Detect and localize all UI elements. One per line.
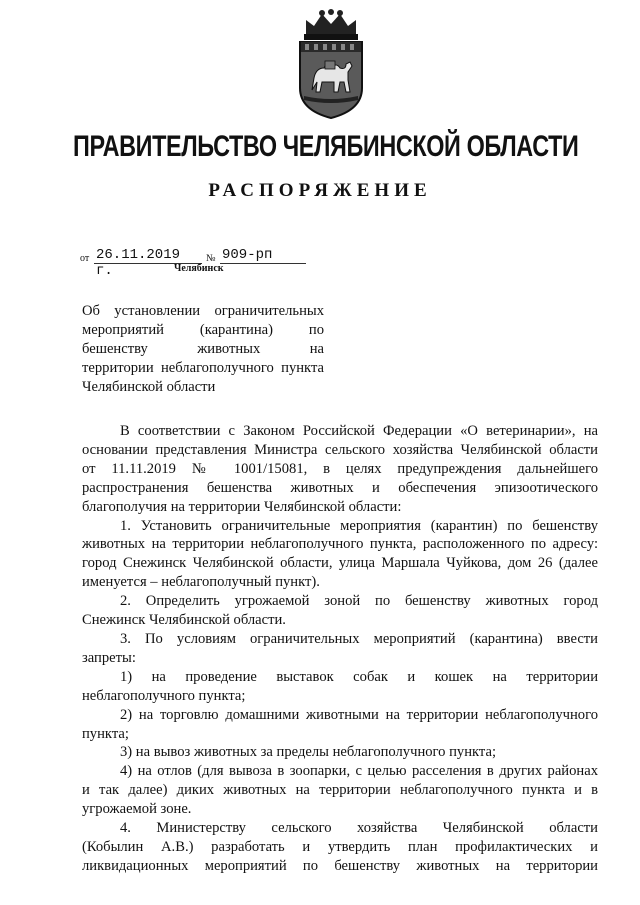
body-line: запреты: (82, 649, 136, 666)
document-body (82, 422, 598, 876)
date-prefix: от (80, 253, 90, 264)
body-line: животных на территории неблагополучного пункта, расположенного по адресу: (82, 536, 598, 553)
body-line: ликвидационных мероприятий по бешенству животных на территории (82, 857, 598, 874)
subject-line: Об установлении ограничительных (82, 303, 324, 319)
subject-line: Челябинской области (82, 379, 216, 395)
body-line: город Снежинск Челябинской области, улица Маршала Чуйкова, дом 26 (далее (82, 555, 598, 572)
body-line: (Кобылин А.В.) разработать и утвердить план профилактических и (82, 838, 598, 855)
document-subject (82, 302, 324, 397)
body-line: и так далее) диких животных на территории неблагополучного пункта и в (82, 782, 598, 799)
body-line: В соответствии с Законом Российской Федерации «О ветеринарии», на (120, 423, 598, 439)
body-line: пункта; (82, 725, 129, 742)
body-line: угрожаемой зоне. (82, 801, 192, 818)
subject-line: мероприятий (карантина) по (82, 322, 324, 338)
subject-line: территории неблагополучного пункта (82, 360, 324, 376)
body-line: 4. Министерству сельского хозяйства Челябинской области (120, 820, 598, 837)
document-date: 26.11.2019 г. (94, 247, 202, 264)
document-city: Челябинск (174, 263, 224, 274)
document-number: 909-рп (220, 247, 306, 264)
body-line: 1) на проведение выставок собак и кошек на территории (120, 668, 598, 685)
body-line: 3) на вывоз животных за пределы неблагополучного пункта; (120, 744, 497, 761)
body-line: 3. По условиям ограничительных мероприятий (карантина) ввести (120, 630, 598, 647)
body-line: распространения бешенства животных и обеспечения эпизоотического (82, 479, 598, 496)
body-line: именуется – неблагополучный пункт). (82, 574, 320, 591)
body-line: 4) на отлов (для вывоза в зоопарки, с целью расселения в других районах (120, 763, 598, 780)
government-name: ПРАВИТЕЛЬСТВО ЧЕЛЯБИНСКОЙ ОБЛАСТИ (73, 130, 579, 163)
document-type: РАСПОРЯЖЕНИЕ (208, 180, 432, 201)
body-line: 2. Определить угрожаемой зоной по бешенству животных город (120, 593, 598, 610)
body-line: основании представления Министра сельского хозяйства Челябинской области (82, 441, 598, 458)
body-line: Снежинск Челябинской области. (82, 612, 286, 629)
body-line: 1. Установить ограничительные мероприятия (карантин) по бешенству (120, 517, 598, 534)
number-sign: № (206, 253, 216, 264)
body-line: от 11.11.2019 № 1001/15081, в целях предупреждения дальнейшего (82, 460, 598, 477)
coat-of-arms-icon (292, 6, 370, 122)
body-line: неблагополучного пункта; (82, 687, 246, 704)
body-line: 2) на торговлю домашними животными на территории неблагополучного (120, 706, 598, 723)
subject-line: бешенству животных на (82, 341, 324, 357)
body-line: благополучия на территории Челябинской области: (82, 498, 402, 515)
